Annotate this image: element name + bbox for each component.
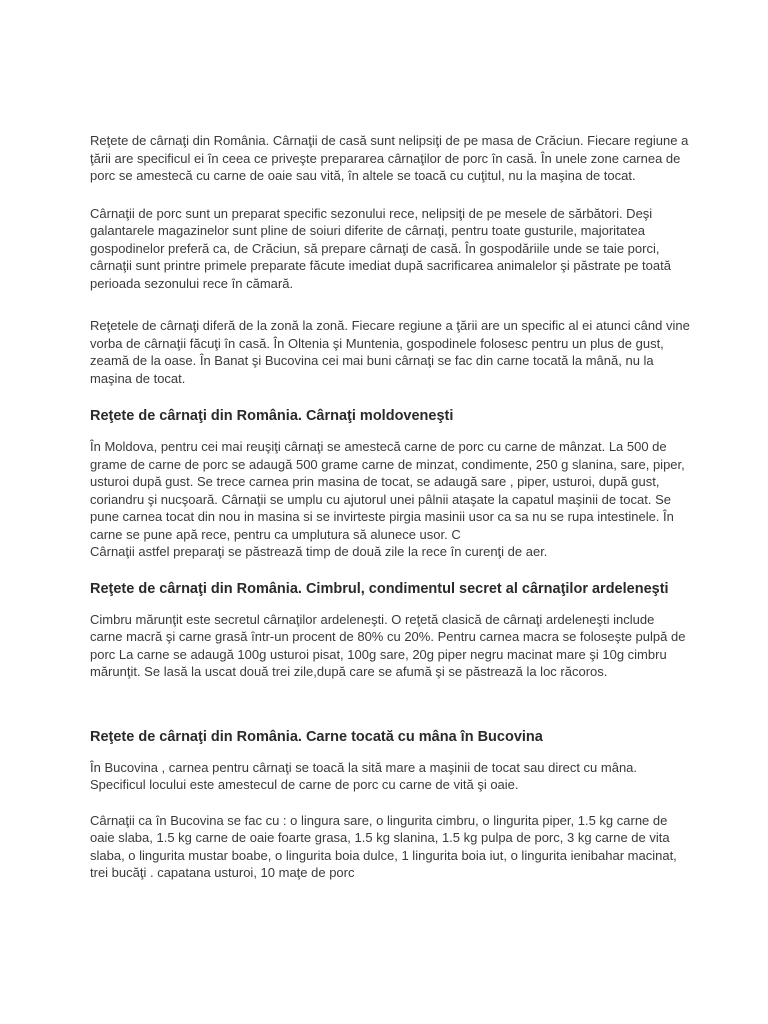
heading-ardeal: Reţete de cârnaţi din România. Cimbrul, condimentul secret al cârnaţilor ardeleneşti — [90, 580, 669, 597]
heading-bucovina: Reţete de cârnaţi din România. Carne tocată cu mâna în Bucovina — [90, 728, 543, 745]
heading-moldova: Reţete de cârnaţi din România. Cârnaţi moldoveneşti — [90, 408, 454, 424]
paragraph-bucovina: În Bucovina , carnea pentru cârnaţi se toacă la sită mare a maşinii de tocat sau direct cu mâna. Specificul locului este amestecul de carne de porc cu carne de vită şi oaie. — [90, 759, 638, 792]
paragraph-bucovina-ingredients: Cârnaţii ca în Bucovina se fac cu : o lingura sare, o lingurita cimbru, o lingurita piper, 1.5 kg carne de oaie slaba, 1.5 kg carne de oaie foarte grasa, 1.5 kg slanina, 1.5 kg pulpa de porc, 3 kg carne de vita slaba, o lingurita mustar boabe, o lingurita boia dulce, 1 lingurita boia iut, o lingurita ienibahar macinat, trei bucăţi . capatana usturoi, 10 maţe de porc — [90, 812, 677, 880]
paragraph-regions: Reţetele de cârnaţi diferă de la zonă la zonă. Fiecare regiune a ţării are un specific al ei atunci când vine vorba de cârnaţii făcuţi în casă. În Oltenia şi Muntenia, gospodinele folosesc pentru un plus de gust, zeamă de la oase. În Banat şi Bucovina cei mai buni cârnaţi se fac din carne tocată la mână, nu la maşina de tocat. — [90, 318, 690, 386]
paragraph-intro: Reţete de cârnaţi din România. Cârnaţii de casă sunt nelipsiţi de pe masa de Crăciun. Fiecare regiune a ţării are specificul ei în ceea ce priveşte prepararea cârnaţilor de porc în casă. În unele zone carnea de porc se amestecă cu carne de oaie sau vită, în altele se toacă cu cuţitul, nu la maşina de tocat. — [90, 133, 689, 183]
document-page — [90, 132, 690, 882]
paragraph-ardeal: Cimbru mărunţit este secretul cârnaţilor ardeleneşti. O reţetă clasică de cârnaţi ardeleneşti include carne macră şi carne grasă într-un procent de 80% cu 20%. Pentru carnea macra se foloseşte pulpă de porc La carne se adaugă 100g usturoi pisat, 100g sare, 20g piper negru macinat mare şi 10g cimbru mărunţit. Se lasă la uscat două trei zile,după care se afumă şi se păstrează la loc răcoros. — [90, 611, 686, 679]
paragraph-moldova: În Moldova, pentru cei mai reuşiţi cârnaţi se amestecă carne de porc cu carne de mânzat. La 500 de grame de carne de porc se adaugă 500 grame carne de minzat, condimente, 250 g slanina, sare, piper, usturoi după gust. Se trece carnea prin masina de tocat, se adaugă sare , piper, usturoi, după gust, coriandru şi nucşoară. Cârnaţii se umplu cu ajutorul unei pâlnii ataşate la capatul maşinii de tocat. Se pune carnea tocat din nou in masina si se invirteste pirgia masinii usor ca sa nu se rupa intestinele. În carne se pune apă rece, pentru ca umplutura să alunece usor. C — [90, 439, 685, 542]
paragraph-moldova-storage: Cârnaţii astfel preparaţi se păstrează timp de două zile la rece în curenţi de aer. — [90, 544, 548, 559]
paragraph-season: Cârnaţii de porc sunt un preparat specific sezonului rece, nelipsiţi de pe mesele de sărbători. Deşi galantarele magazinelor sunt pline de soiuri diferite de cârnaţi, pentru toate gusturile, majoritatea gospodinelor preferă ca, de Crăciun, să prepare cârnaţi de casă. În gospodăriile unde se taie porci, cârnaţii sunt printre primele preparate făcute imediat după sacrificarea animalelor şi păstrate pe toată perioada sezonului rece în cămară. — [90, 205, 671, 291]
